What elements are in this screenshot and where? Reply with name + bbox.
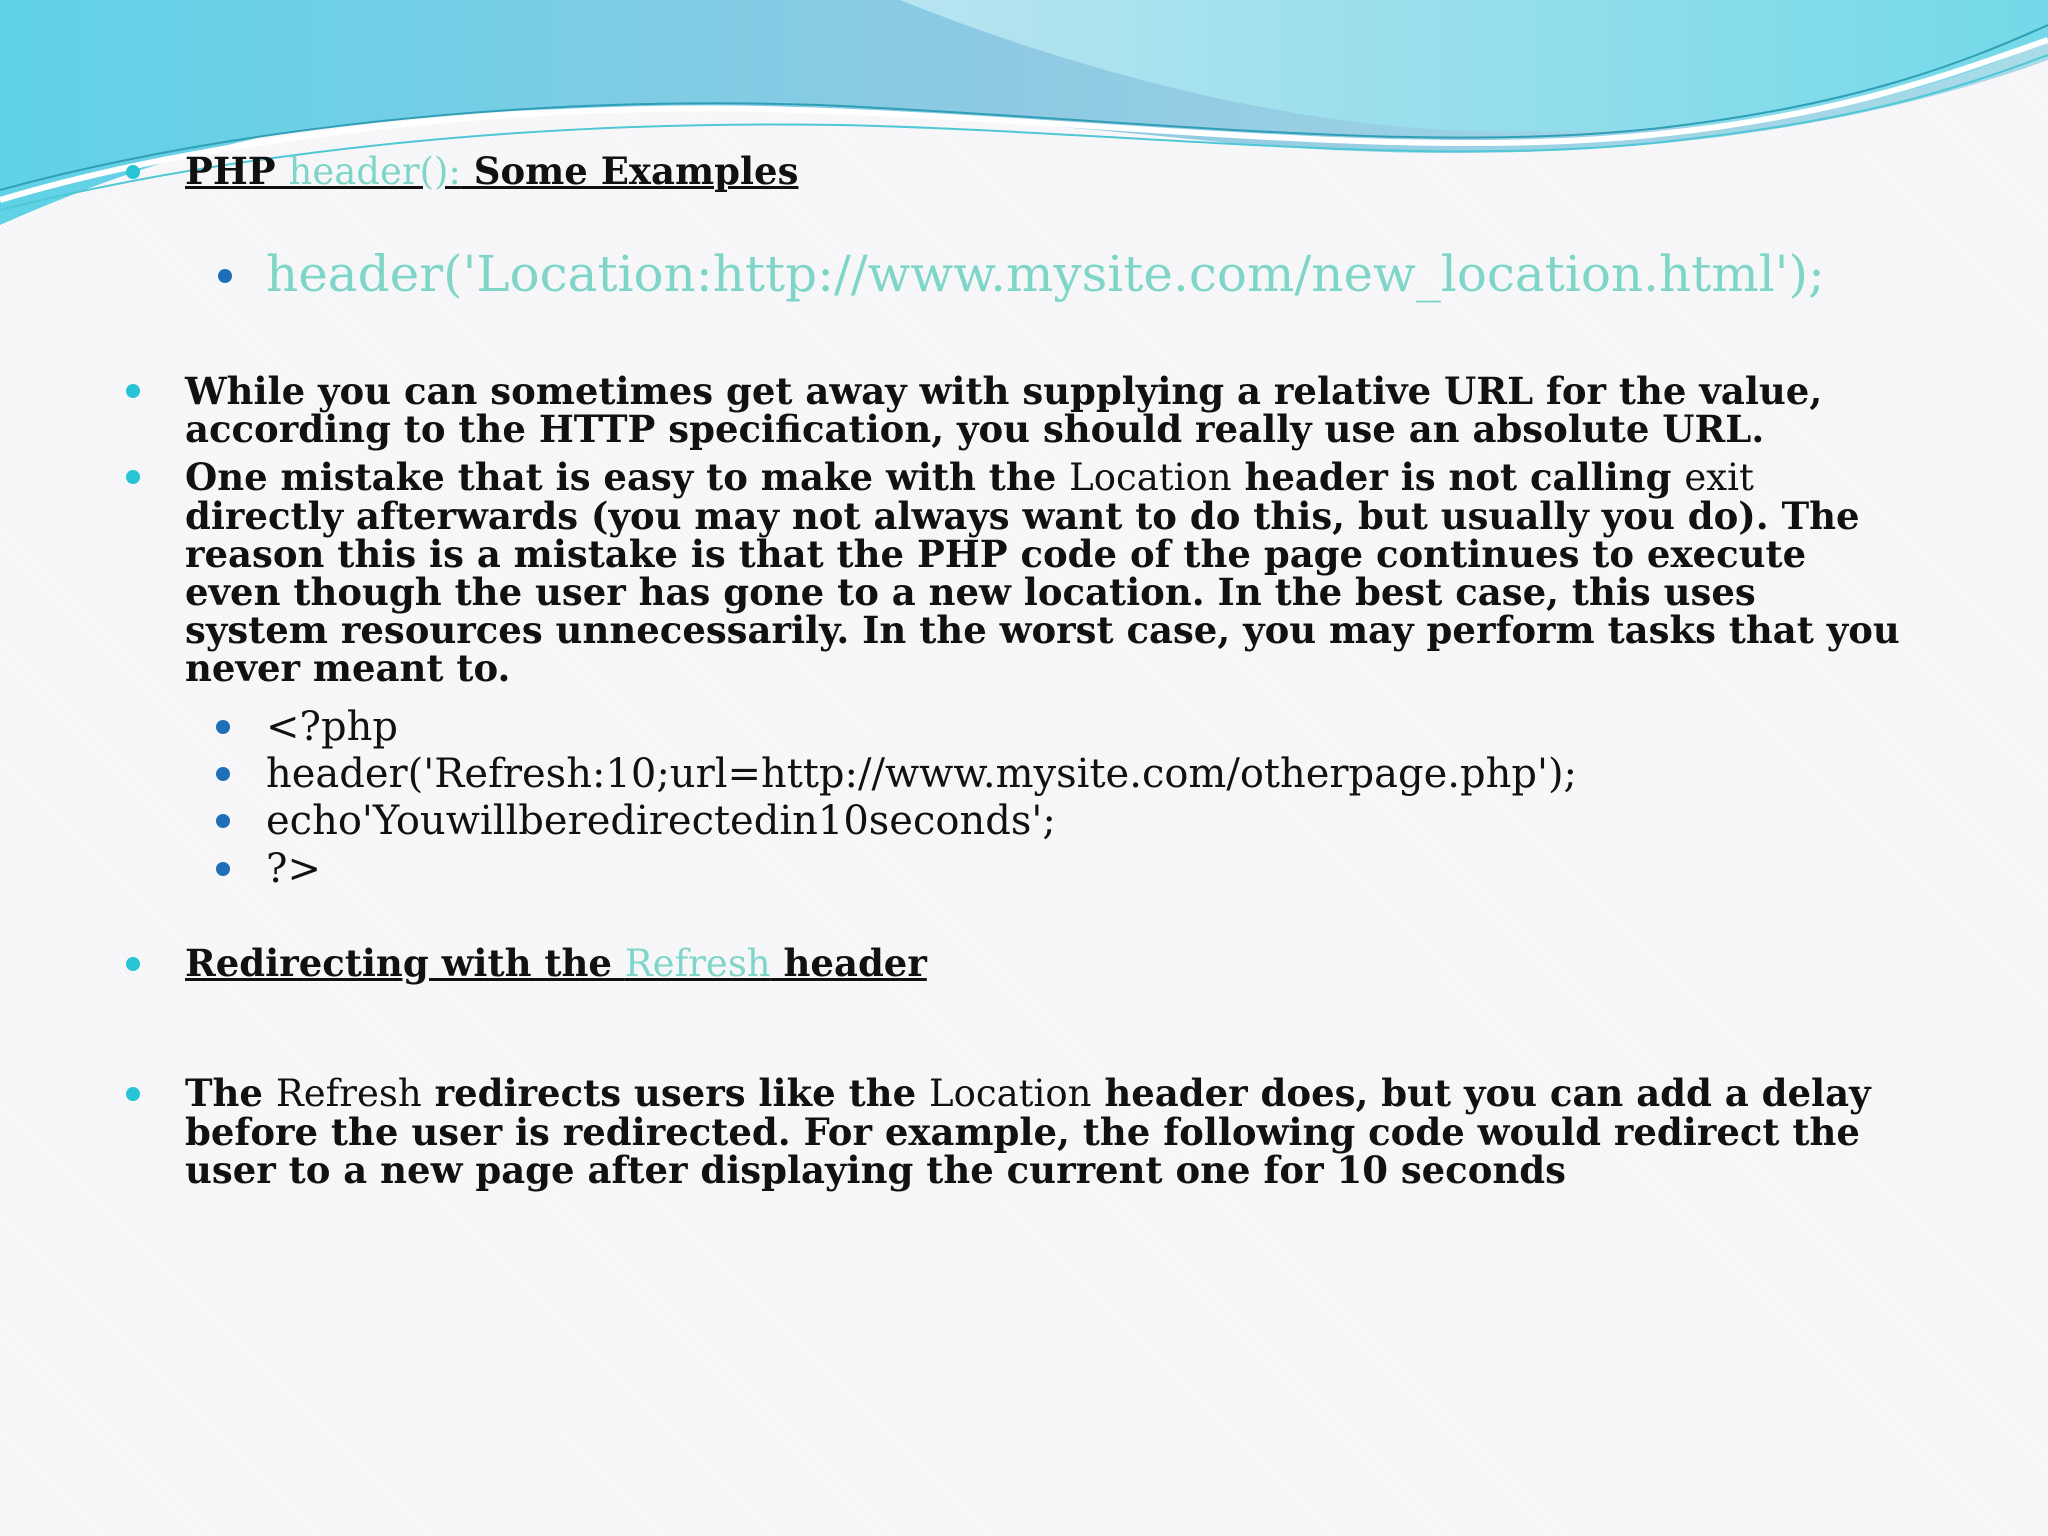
- bullet-icon: [216, 862, 230, 876]
- code-line: <?php: [266, 704, 398, 750]
- refresh-title-a: Redirecting with the: [185, 941, 625, 985]
- para3-location: Location: [929, 1072, 1092, 1115]
- refresh-section-title: [185, 941, 1985, 985]
- bullet-icon: [126, 165, 140, 179]
- bullet-icon: [126, 957, 140, 971]
- para2-location: Location: [1069, 456, 1232, 499]
- title-header-fn: header():: [288, 150, 461, 193]
- title-examples: Some Examples: [460, 149, 799, 193]
- location-example: header('Location:http://www.mysite.com/new_location.html');: [266, 245, 1825, 303]
- bullet-icon: [216, 767, 230, 781]
- para2-text-c: header is not calling: [1231, 455, 1685, 499]
- bullet-icon: [218, 269, 232, 283]
- para3-refresh: Refresh: [275, 1072, 422, 1115]
- refresh-title-refresh: Refresh: [624, 942, 771, 985]
- para3-text-c: redirects users like the: [421, 1071, 929, 1115]
- para2-text-a: One mistake that is easy to make with the: [185, 455, 1070, 499]
- code-line: ?>: [266, 846, 321, 892]
- header-waves-decoration: [0, 0, 2048, 240]
- para3-text-a: The: [185, 1071, 276, 1115]
- paragraph-refresh-delay: [185, 1071, 1945, 1192]
- refresh-title-c: header: [770, 941, 927, 985]
- para2-text-e: directly afterwards (you may not always want to do this, but usually you do). The reason this is a mistake is that the PHP code of the page continues to execute even though the user has gone to a new location. In the best case, this uses system resources unnecessarily. In the worst case, you may perform tasks that you never meant to.: [185, 494, 1900, 690]
- para3-text-e: header does, but you can add a delay before the user is redirected. For example, the following code would redirect the user to a new page after displaying the current one for 10 seconds: [185, 1071, 1871, 1192]
- title-php: PHP: [185, 149, 289, 193]
- bullet-icon: [126, 470, 140, 484]
- bullet-icon: [216, 720, 230, 734]
- para2-exit: exit: [1684, 456, 1754, 499]
- bullet-icon: [126, 384, 140, 398]
- paragraph-relative-url: While you can sometimes get away with supplying a relative URL for the value, according to the HTTP specification, you should really use an absolute URL.: [185, 369, 1823, 451]
- bullet-icon: [126, 1087, 140, 1101]
- bullet-icon: [216, 814, 230, 828]
- code-line: echo'Youwillberedirectedin10seconds';: [266, 798, 1056, 844]
- slide-title: [185, 149, 1985, 193]
- code-line: header('Refresh:10;url=http://www.mysite.com/otherpage.php');: [266, 751, 1578, 797]
- paragraph-exit-mistake: [185, 455, 1905, 690]
